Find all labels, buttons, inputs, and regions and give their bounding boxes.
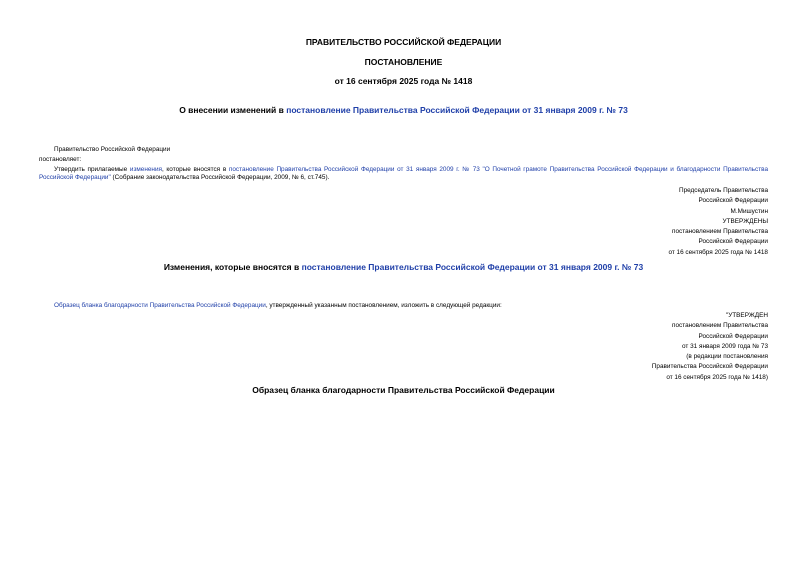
paragraph-approve-text-1: Утвердить прилагаемые bbox=[54, 166, 130, 173]
signature-line-2: Российской Федерации bbox=[698, 197, 768, 205]
paragraph-form bbox=[54, 302, 502, 310]
changes-title bbox=[0, 262, 807, 272]
approved-line-3: Российской Федерации bbox=[698, 238, 768, 246]
approved2-line-5: (в редакции постановления bbox=[686, 353, 768, 361]
approved2-line-3: Российской Федерации bbox=[698, 332, 768, 340]
preamble-line-1: Правительство Российской Федерации bbox=[54, 146, 171, 153]
paragraph-approve-text-2: , которые вносятся в bbox=[161, 166, 229, 173]
approved2-line-2: постановлением Правительства bbox=[672, 322, 768, 330]
changes-title-link[interactable]: постановление Правительства Российской Федерации от 31 января 2009 г. № 73 bbox=[301, 262, 644, 272]
document-title bbox=[0, 105, 807, 115]
resolution-73-link[interactable]: постановление Правительства Российской Федерации от 31 января 2009 г. № 73 "О Почетной грамоте Правительства Российской Федерации и благодарности Правительства Российской Федерации" bbox=[39, 166, 769, 181]
changes-title-prefix: Изменения, которые вносятся в bbox=[163, 262, 302, 272]
form-title: Образец бланка благодарности Правительства Российской Федерации bbox=[252, 385, 555, 395]
signature-line-3: М.Мишустин bbox=[730, 207, 768, 215]
approved2-line-1: "УТВЕРЖДЕН bbox=[725, 312, 768, 319]
signature-block bbox=[668, 186, 768, 258]
approved-line-4: от 16 сентября 2025 года № 1418 bbox=[668, 248, 768, 256]
date-number-heading: от 16 сентября 2025 года № 1418 bbox=[334, 76, 473, 86]
preamble-line-2: постановляет: bbox=[39, 156, 82, 163]
approved2-line-7: от 16 сентября 2025 года № 1418) bbox=[666, 373, 768, 381]
paragraph-approve-text-3: (Собрание законодательства Российской Федерации, 2009, № 6, ст.745). bbox=[110, 174, 330, 181]
document-title-prefix: О внесении изменений в bbox=[179, 105, 287, 115]
approved-block-2 bbox=[652, 311, 768, 383]
approved-line-2: постановлением Правительства bbox=[672, 228, 768, 236]
approved2-line-6: Правительства Российской Федерации bbox=[651, 363, 768, 371]
approved-line-1: УТВЕРЖДЕНЫ bbox=[722, 217, 768, 225]
approved2-line-4: от 31 января 2009 года № 73 bbox=[682, 342, 768, 350]
paragraph-form-text: , утвержденный указанным постановлением, изложить в следующей редакции: bbox=[265, 302, 502, 309]
doc-type-heading: ПОСТАНОВЛЕНИЕ bbox=[364, 57, 443, 67]
government-heading: ПРАВИТЕЛЬСТВО РОССИЙСКОЙ ФЕДЕРАЦИИ bbox=[305, 37, 502, 47]
changes-link[interactable]: изменения bbox=[129, 166, 162, 173]
document-title-link[interactable]: постановление Правительства Российской Федерации от 31 января 2009 г. № 73 bbox=[286, 105, 628, 115]
signature-line-1: Председатель Правительства bbox=[679, 187, 768, 194]
form-sample-link[interactable]: Образец бланка благодарности Правительства Российской Федерации bbox=[54, 302, 266, 309]
paragraph-approve bbox=[39, 166, 768, 182]
